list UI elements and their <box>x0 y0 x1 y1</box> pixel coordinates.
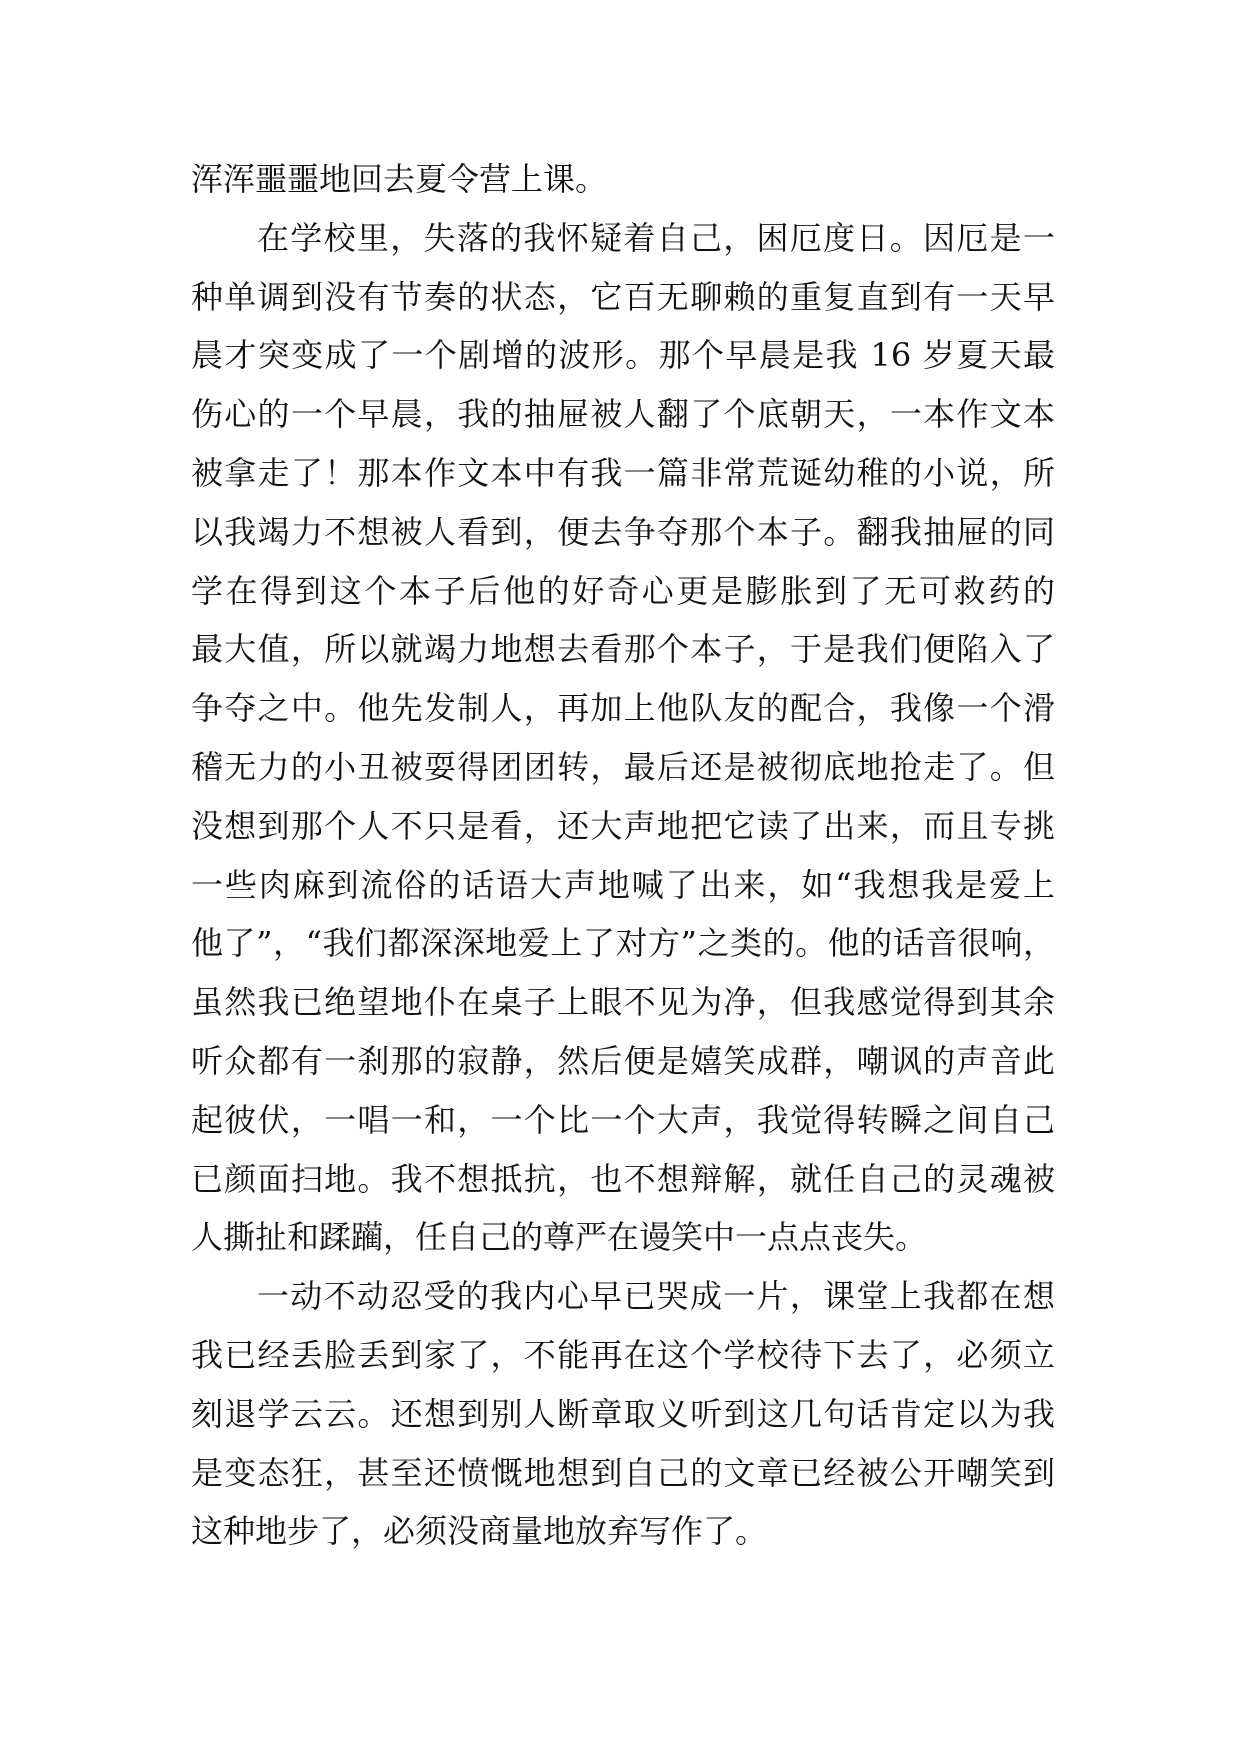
text-line: 已颜面扫地。我不想抵抗，也不想辩解，就任自己的灵魂被 <box>191 1159 1055 1198</box>
text-line: 争夺之中。他先发制人，再加上他队友的配合，我像一个滑 <box>191 689 1055 728</box>
text-line: 学在得到这个本子后他的好奇心更是膨胀到了无可救药的 <box>191 571 1055 610</box>
text-line: 最大值，所以就竭力地想去看那个本子，于是我们便陷入了 <box>191 630 1055 669</box>
text-line: 刻退学云云。还想到别人断章取义听到这几句话肯定以为我 <box>191 1394 1055 1433</box>
text-line: 稽无力的小丑被耍得团团转，最后还是被彻底地抢走了。但 <box>191 747 1055 786</box>
text-line: 起彼伏，一唱一和，一个比一个大声，我觉得转瞬之间自己 <box>191 1100 1055 1139</box>
text-line: 浑浑噩噩地回去夏令营上课。 <box>191 160 608 198</box>
text-line: 没想到那个人不只是看，还大声地把它读了出来，而且专挑 <box>191 806 1055 845</box>
text-line: 一些肉麻到流俗的话语大声地喊了出来，如“我想我是爱上 <box>191 865 1055 904</box>
paragraph-first-line: 一动不动忍受的我内心早已哭成一片，课堂上我都在想 <box>257 1277 1055 1316</box>
text-line: 我已经丢脸丢到家了，不能再在这个学校待下去了，必须立 <box>191 1335 1055 1374</box>
text-line: 伤心的一个早晨，我的抽屉被人翻了个底朝天，一本作文本 <box>191 395 1055 434</box>
text-line: 他了”，“我们都深深地爱上了对方”之类的。他的话音很响， <box>191 924 1055 963</box>
text-line: 晨才突变成了一个剧增的波形。那个早晨是我 16 岁夏天最 <box>191 336 1055 375</box>
text-line: 是变态狂，甚至还愤慨地想到自己的文章已经被公开嘲笑到 <box>191 1453 1055 1492</box>
text-line: 虽然我已绝望地仆在桌子上眼不见为净，但我感觉得到其余 <box>191 983 1055 1022</box>
text-line: 被拿走了！那本作文本中有我一篇非常荒诞幼稚的小说，所 <box>191 453 1055 492</box>
text-line: 以我竭力不想被人看到，便去争夺那个本子。翻我抽屉的同 <box>191 512 1055 551</box>
text-line: 这种地步了，必须没商量地放弃写作了。 <box>191 1512 768 1551</box>
text-line: 人撕扯和蹂躏，任自己的尊严在谩笑中一点点丧失。 <box>191 1218 928 1257</box>
paragraph-first-line: 在学校里，失落的我怀疑着自己，困厄度日。因厄是一 <box>257 218 1055 257</box>
text-line: 听众都有一刹那的寂静，然后便是嬉笑成群，嘲讽的声音此 <box>191 1041 1055 1080</box>
text-line: 种单调到没有节奏的状态，它百无聊赖的重复直到有一天早 <box>191 277 1055 316</box>
body-text <box>191 150 1055 1561</box>
